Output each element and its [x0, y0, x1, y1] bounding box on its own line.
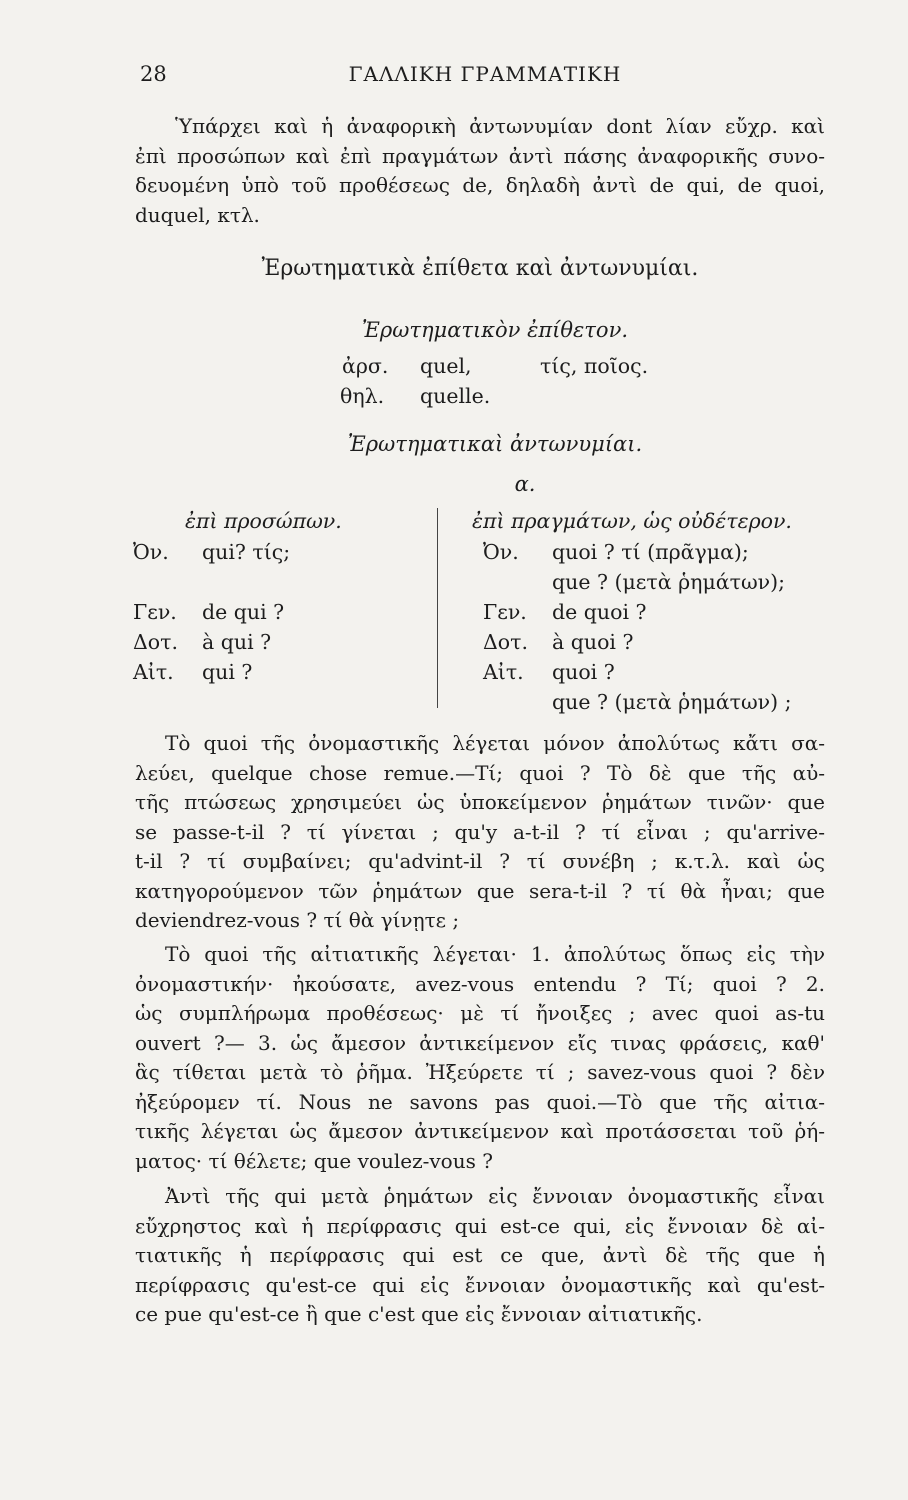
case-form: que ? (μετὰ ῥημάτων); — [552, 570, 786, 594]
text-line: ouvert ?— 3. ὡς ἄμεσον ἀντικείμενον εἴς τινας φράσεις, καθ' — [135, 1030, 825, 1055]
text-line: duquel, κτλ. — [135, 202, 260, 227]
case-form: de quoi ? — [552, 600, 647, 624]
case-form: qui? τίς; — [202, 540, 291, 564]
text-line: τιατικῆς ἡ περίφρασις qui est ce que, ἀντὶ δὲ τῆς que ἡ — [135, 1243, 825, 1267]
text-line: ἠξεύρομεν τί. Nous ne savons pas quoi.—Τὸ que τῆς αἰτια- — [135, 1089, 825, 1114]
text-line: ce pue qu'est-ce ἢ que c'est que εἰς ἔννοιαν αἰτιατικῆς. — [135, 1302, 703, 1326]
intro-paragraph — [135, 112, 825, 230]
left-column-title: ἐπὶ προσώπων. — [185, 509, 342, 533]
section-heading: Ἐρωτηματικὰ ἐπίθετα καὶ ἀντωνυμίαι. — [261, 256, 699, 281]
adj-masc-greek: τίς, ποῖος. — [540, 354, 649, 378]
text-line: ὡς συμπλήρωμα προθέσεως· μὲ τί ἤνοιξες ; avec quoi as-tu — [135, 1001, 825, 1025]
subsection-number: α. — [514, 472, 536, 496]
paragraph-quoi-nominative — [135, 729, 825, 936]
right-column-title: ἐπὶ πραγμάτων, ὡς οὐδέτερον. — [472, 509, 792, 533]
case-form: qui ? — [202, 660, 253, 684]
column-divider — [437, 508, 438, 708]
text-line: Ὑπάρχει καὶ ἡ ἀναφορικὴ ἀντωνυμίαν dont λίαν εὔχρ. καὶ — [175, 114, 825, 138]
subsection-heading: Ἐρωτηματικὸν ἐπίθετον. — [361, 318, 629, 342]
case-label: Ὀν. — [483, 540, 519, 564]
text-line: ἃς τίθεται μετὰ τὸ ῥῆμα. Ἠξεύρετε τί ; savez-vous quoi ? δὲν — [135, 1060, 825, 1084]
case-label: Ὀν. — [133, 540, 169, 564]
text-line: τῆς πτώσεως χρησιμεύει ὡς ὑποκείμενον ῥημάτων τινῶν· que — [135, 790, 825, 814]
paragraph-quoi-accusative — [135, 940, 825, 1176]
case-form: de qui ? — [202, 600, 285, 624]
text-line: ματος· τί θέλετε; que voulez-vous ? — [135, 1148, 493, 1173]
text-line: t-il ? τί συμβαίνει; qu'advint-il ? τί συνέβη ; κ.τ.λ. καὶ ὡς — [135, 849, 825, 873]
case-form: quoi ? — [552, 660, 615, 684]
text-line: τικῆς λέγεται ὡς ἄμεσον ἀντικείμενον καὶ προτάσσεται τοῦ ῥή- — [135, 1119, 825, 1143]
text-line: λεύει, quelque chose remue.—Τί; quoi ? Τὸ δὲ que τῆς αὐ- — [135, 760, 825, 785]
case-label: Δοτ. — [483, 630, 529, 654]
text-line: κατηγορούμενον τῶν ῥημάτων que sera-t-il ? τί θὰ ἦναι; que — [135, 878, 825, 903]
adj-fem-word: quelle. — [420, 384, 491, 408]
text-line: deviendrez-vous ? τί θὰ γίνῃτε ; — [135, 908, 460, 932]
case-label: Αἰτ. — [133, 660, 174, 684]
text-line: δευομένη ὑπὸ τοῦ προθέσεως de, δηλαδὴ ἀντὶ de qui, de quoi, — [135, 173, 825, 197]
adj-fem-label: θηλ. — [340, 384, 385, 408]
case-form: quoi ? τί (πρᾶγμα); — [552, 540, 749, 564]
text-line: Ἀντὶ τῆς qui μετὰ ῥημάτων εἰς ἔννοιαν ὀνομαστικῆς εἶναι — [165, 1184, 825, 1208]
paragraph-periphrasis — [135, 1182, 825, 1330]
case-label: Δοτ. — [133, 630, 179, 654]
text-line: Τὸ quoi τῆς ὀνομαστικῆς λέγεται μόνον ἀπολύτως κἄτι σα- — [165, 731, 825, 755]
text-line: εὔχρηστος καὶ ἡ περίφρασις qui est-ce qui, εἰς ἔννοιαν δὲ αἰ- — [135, 1213, 825, 1238]
running-title: ΓΑΛΛΙΚΗ ΓΡΑΜΜΑΤΙΚΗ — [348, 62, 622, 86]
case-form: à quoi ? — [552, 630, 634, 654]
adj-masc-label: ἀρσ. — [342, 354, 389, 378]
case-label: Γεν. — [133, 600, 177, 624]
page-number: 28 — [140, 62, 167, 86]
adj-masc-word: quel, — [420, 354, 472, 378]
text-line: se passe-t-il ? τί γίνεται ; qu'y a-t-il ? τί εἶναι ; qu'arrive- — [135, 819, 825, 844]
case-form: à qui ? — [202, 630, 272, 654]
case-label: Γεν. — [483, 600, 527, 624]
text-line: ὀνομαστικήν· ἠκούσατε, avez-vous entendu ? Τί; quoi ? 2. — [135, 971, 825, 996]
text-line: Τὸ quoi τῆς αἰτιατικῆς λέγεται· 1. ἀπολύτως ὅπως εἰς τὴν — [165, 942, 825, 966]
text-line: ἐπὶ προσώπων καὶ ἐπὶ πραγμάτων ἀντὶ πάσης ἀναφορικῆς συνο- — [135, 143, 825, 168]
text-line: περίφρασις qu'est-ce qui εἰς ἔννοιαν ὀνομαστικῆς καὶ qu'est- — [135, 1272, 825, 1297]
page-header — [140, 62, 830, 92]
case-label: Αἰτ. — [483, 660, 524, 684]
case-form: que ? (μετὰ ῥημάτων) ; — [552, 690, 792, 714]
subsection-heading: Ἐρωτηματικαὶ ἀντωνυμίαι. — [347, 432, 643, 456]
